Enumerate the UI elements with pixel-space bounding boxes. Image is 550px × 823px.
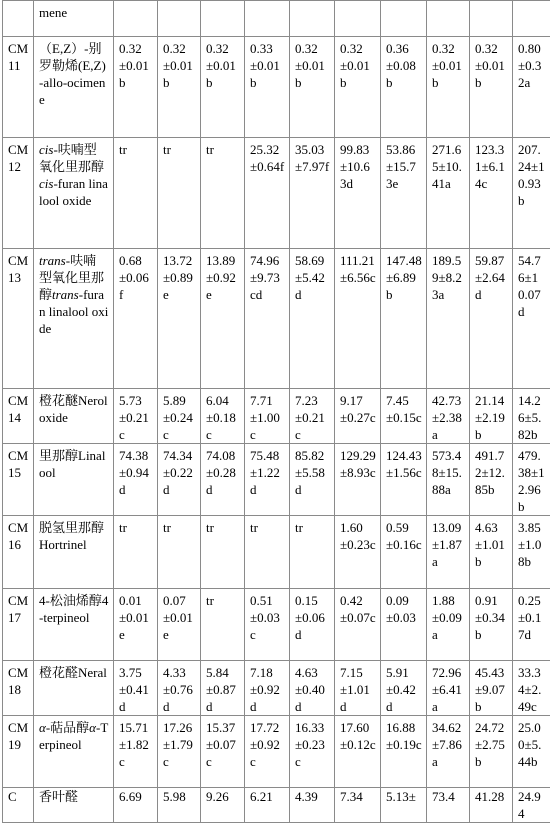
value-cell: 42.73±2.38a xyxy=(427,389,470,444)
value-cell: 59.87±2.64d xyxy=(470,249,513,389)
value-cell: 13.89±0.92e xyxy=(201,249,245,389)
table-row xyxy=(3,37,550,138)
value-cell: 0.32±0.01b xyxy=(158,37,201,138)
compound-name-part: 萜品醇 xyxy=(50,720,89,735)
value-cell: 0.68±0.06f xyxy=(114,249,158,389)
value-cell: 15.71±1.82c xyxy=(114,716,158,788)
value-cell: 0.07±0.01e xyxy=(158,589,201,661)
compound-name-part: furan linalool oxide xyxy=(39,287,108,336)
value-cell: 6.04±0.18c xyxy=(201,389,245,444)
compound-name-part: 4-松油烯醇4-terpineol xyxy=(39,593,108,625)
value-cell: 6.21 xyxy=(245,788,290,823)
value-cell: 4.39 xyxy=(290,788,335,823)
value-cell: 35.03±7.97f xyxy=(290,138,335,249)
value-cell: 85.82±5.58d xyxy=(290,444,335,516)
value-cell: 7.23±0.21c xyxy=(290,389,335,444)
value-cell: 5.73±0.21c xyxy=(114,389,158,444)
compound-table xyxy=(2,0,550,823)
compound-name xyxy=(34,249,114,389)
value-cell: 0.32±0.01b xyxy=(114,37,158,138)
value-cell: 21.14±2.19b xyxy=(470,389,513,444)
compound-code: CM18 xyxy=(3,661,34,716)
value-cell: 17.26±1.79c xyxy=(158,716,201,788)
value-cell: 41.28 xyxy=(470,788,513,823)
value-cell: 25.32±0.64f xyxy=(245,138,290,249)
value-cell: 7.71±1.00c xyxy=(245,389,290,444)
value-cell: 7.34 xyxy=(335,788,381,823)
compound-name-part: （E,Z）-别罗勒烯(E,Z)-allo-ocimene xyxy=(39,41,106,107)
compound-name xyxy=(34,589,114,661)
value-cell: 1.88±0.09a xyxy=(427,589,470,661)
value-cell: 147.48±6.89b xyxy=(381,249,427,389)
value-cell: 74.34±0.22d xyxy=(158,444,201,516)
compound-name xyxy=(34,389,114,444)
value-cell: 24.72±2.75b xyxy=(470,716,513,788)
value-cell: 7.18±0.92d xyxy=(245,661,290,716)
value-cell: 1.60±0.23c xyxy=(335,516,381,589)
value-cell: 4.63±1.01b xyxy=(470,516,513,589)
value-cell: 9.17±0.27c xyxy=(335,389,381,444)
compound-name-part: 呋喃型氧化里那醇 xyxy=(39,142,104,174)
compound-name-part: trans- xyxy=(52,287,83,302)
value-cell: 129.29±8.93c xyxy=(335,444,381,516)
value-cell: 0.42±0.07c xyxy=(335,589,381,661)
value-cell: 9.26 xyxy=(201,788,245,823)
value-cell: 5.98 xyxy=(158,788,201,823)
value-cell: 124.43±1.56c xyxy=(381,444,427,516)
compound-code: C xyxy=(3,788,34,823)
value-cell: 189.59±8.23a xyxy=(427,249,470,389)
value-cell: 99.83±10.63d xyxy=(335,138,381,249)
value-cell: 33.34±2.49c xyxy=(513,661,550,716)
compound-name-part: furan linalool oxide xyxy=(39,176,108,208)
compound-code: CM17 xyxy=(3,589,34,661)
compound-name-part: cis- xyxy=(39,142,58,157)
value-cell: 0.09±0.03 xyxy=(381,589,427,661)
top-fragment-row xyxy=(3,1,550,37)
value-cell: 34.62±7.86a xyxy=(427,716,470,788)
value-cell: 5.91±0.42d xyxy=(381,661,427,716)
compound-code: CM13 xyxy=(3,249,34,389)
value-cell: 24.94 xyxy=(513,788,550,823)
value-cell: 72.96±6.41a xyxy=(427,661,470,716)
compound-name xyxy=(34,716,114,788)
compound-name xyxy=(34,516,114,589)
value-cell: 0.33±0.01b xyxy=(245,37,290,138)
compound-name-part: 橙花醚Nerol oxide xyxy=(39,393,108,425)
value-cell: tr xyxy=(290,516,335,589)
value-cell: 5.13± xyxy=(381,788,427,823)
value-cell: tr xyxy=(158,516,201,589)
value-cell: 4.33±0.76d xyxy=(158,661,201,716)
value-cell: 17.60±0.12c xyxy=(335,716,381,788)
value-cell: 13.09±1.87a xyxy=(427,516,470,589)
compound-name-part: Terpineol xyxy=(39,720,108,752)
compound-name xyxy=(34,444,114,516)
value-cell: 207.24±10.93b xyxy=(513,138,550,249)
compound-name-part: 脱氢里那醇Hortrinel xyxy=(39,520,104,552)
compound-code: CM14 xyxy=(3,389,34,444)
compound-name xyxy=(34,37,114,138)
value-cell: tr xyxy=(114,138,158,249)
value-cell: tr xyxy=(201,589,245,661)
table-row xyxy=(3,661,550,716)
value-cell: 0.36±0.08b xyxy=(381,37,427,138)
value-cell: tr xyxy=(245,516,290,589)
value-cell: 7.15±1.01d xyxy=(335,661,381,716)
value-cell: 0.32±0.01b xyxy=(427,37,470,138)
compound-name-part: cis- xyxy=(39,176,58,191)
compound-name-part: 香叶醛 xyxy=(39,789,78,804)
compound-name-part: 呋喃型氧化里那醇 xyxy=(39,253,104,302)
value-cell: 0.15±0.06d xyxy=(290,589,335,661)
value-cell: 16.88±0.19c xyxy=(381,716,427,788)
value-cell: 573.48±15.88a xyxy=(427,444,470,516)
compound-name xyxy=(34,788,114,823)
value-cell: tr xyxy=(201,138,245,249)
value-cell: 479.38±12.96b xyxy=(513,444,550,516)
value-cell: 123.31±6.14c xyxy=(470,138,513,249)
value-cell: 0.80±0.32a xyxy=(513,37,550,138)
value-cell: 111.21±6.56c xyxy=(335,249,381,389)
value-cell: 7.45±0.15c xyxy=(381,389,427,444)
value-cell: 17.72±0.92c xyxy=(245,716,290,788)
compound-name-part: trans- xyxy=(39,253,70,268)
value-cell: 74.96±9.73cd xyxy=(245,249,290,389)
value-cell: 3.75±0.41d xyxy=(114,661,158,716)
compound-name-part: α- xyxy=(39,720,50,735)
compound-name xyxy=(34,661,114,716)
value-cell: 73.4 xyxy=(427,788,470,823)
value-cell: 54.76±10.07d xyxy=(513,249,550,389)
value-cell: 5.89±0.24c xyxy=(158,389,201,444)
value-cell: 4.63±0.40d xyxy=(290,661,335,716)
compound-code: CM12 xyxy=(3,138,34,249)
compound-name-part: 橙花醛Neral xyxy=(39,665,107,680)
value-cell: 0.32±0.01b xyxy=(201,37,245,138)
value-cell: 0.59±0.16c xyxy=(381,516,427,589)
compound-code: CM16 xyxy=(3,516,34,589)
value-cell: 0.32±0.01b xyxy=(290,37,335,138)
value-cell: 491.72±12.85b xyxy=(470,444,513,516)
value-cell: 16.33±0.23c xyxy=(290,716,335,788)
value-cell: 5.84±0.87d xyxy=(201,661,245,716)
value-cell: 0.91±0.34b xyxy=(470,589,513,661)
value-cell: 0.51±0.03c xyxy=(245,589,290,661)
table-row xyxy=(3,516,550,589)
table-row xyxy=(3,589,550,661)
value-cell: 0.32±0.01b xyxy=(335,37,381,138)
value-cell: 58.69±5.42d xyxy=(290,249,335,389)
compound-code: CM11 xyxy=(3,37,34,138)
table-row xyxy=(3,138,550,249)
compound-name-part: α- xyxy=(89,720,100,735)
value-cell: 3.85±1.08b xyxy=(513,516,550,589)
table-row xyxy=(3,716,550,788)
top-fragment-cell: mene xyxy=(34,1,114,37)
value-cell: 0.25±0.17d xyxy=(513,589,550,661)
compound-name xyxy=(34,138,114,249)
value-cell: 74.38±0.94d xyxy=(114,444,158,516)
compound-name-part: 里那醇Linalool xyxy=(39,448,105,480)
value-cell: 271.65±10.41a xyxy=(427,138,470,249)
value-cell: 13.72±0.89e xyxy=(158,249,201,389)
table-row xyxy=(3,444,550,516)
compound-code: CM19 xyxy=(3,716,34,788)
table-row xyxy=(3,389,550,444)
value-cell: 25.00±5.44b xyxy=(513,716,550,788)
value-cell: tr xyxy=(201,516,245,589)
value-cell: 0.32±0.01b xyxy=(470,37,513,138)
table-row xyxy=(3,249,550,389)
value-cell: 14.26±5.82b xyxy=(513,389,550,444)
value-cell: tr xyxy=(114,516,158,589)
compound-code: CM15 xyxy=(3,444,34,516)
table-row xyxy=(3,788,550,823)
value-cell: 6.69 xyxy=(114,788,158,823)
value-cell: 74.08±0.28d xyxy=(201,444,245,516)
value-cell: 15.37±0.07c xyxy=(201,716,245,788)
value-cell: 45.43±9.07b xyxy=(470,661,513,716)
value-cell: 53.86±15.73e xyxy=(381,138,427,249)
value-cell: 75.48±1.22d xyxy=(245,444,290,516)
value-cell: 0.01±0.01e xyxy=(114,589,158,661)
value-cell: tr xyxy=(158,138,201,249)
